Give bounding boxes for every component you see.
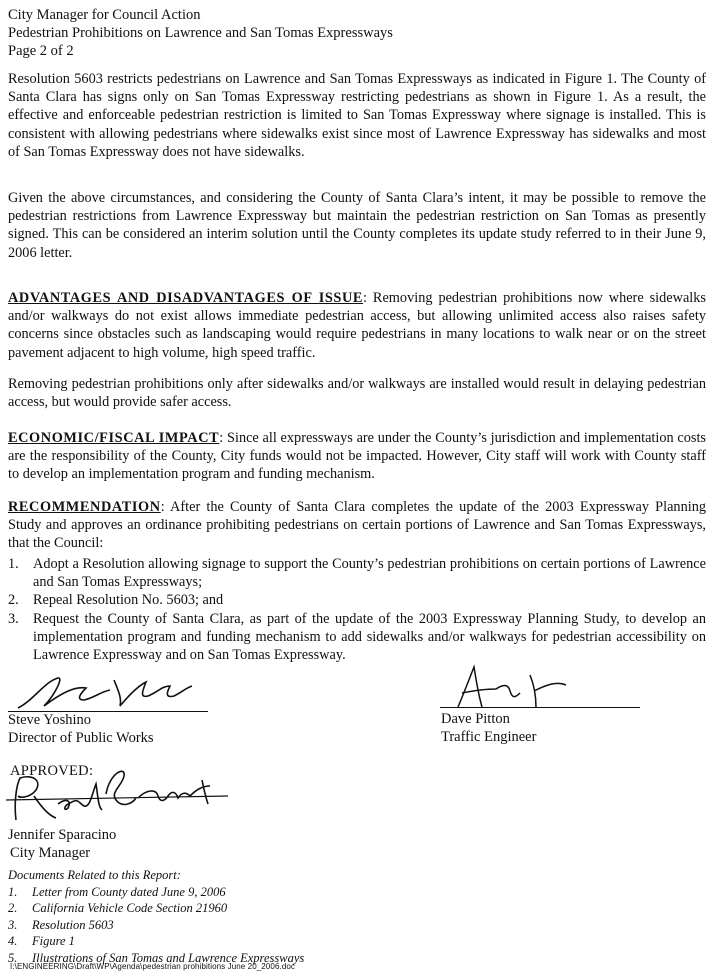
advantages-heading: ADVANTAGES AND DISADVANTAGES OF ISSUE	[8, 290, 364, 306]
signer-name-right: Dave Pitton	[441, 711, 510, 727]
signer-title-right: Traffic Engineer	[441, 729, 537, 745]
paragraph-advantages	[8, 289, 706, 362]
list-item: 5. Illustrations of San Tomas and Lawrence Expressways	[8, 950, 305, 965]
signer-title-left: Director of Public Works	[8, 730, 154, 746]
advantages-text: : Removing pedestrian prohibitions now where sidewalks and/or walkways do not exist allows immediate pedestrian access, but allowing unlimited access also raises safety concerns since obstacles such as landscaping would require pedestrians in many locations to walk near or on the street pavement adjacent to high volume, high speed traffic.	[8, 290, 706, 361]
list-item: 3. Request the County of Santa Clara, as part of the update of the 2003 Expressway Planning Study, to develop an implementation program and funding mechanism to add sidewalks and/or walkways for pedestrian accessibility on Lawrence Expressway and on San Tomas Expressway.	[8, 610, 706, 664]
signer-name-left: Steve Yoshino	[8, 712, 91, 728]
economic-heading: ECONOMIC/FISCAL IMPACT	[8, 430, 220, 446]
header-page-number: Page 2 of 2	[8, 43, 74, 59]
recommendation-heading: RECOMMENDATION	[8, 499, 161, 515]
signature-line-right	[440, 707, 640, 708]
signature-steve-yoshino	[14, 672, 204, 714]
list-item: 2. Repeal Resolution No. 5603; and	[8, 592, 224, 609]
paragraph-economic	[8, 429, 706, 484]
signature-dave-pitton	[450, 663, 590, 713]
approved-label: APPROVED:	[10, 763, 94, 779]
paragraph-circumstances: Given the above circumstances, and considering the County of Santa Clara’s intent, it may be possible to remove the pedestrian restrictions from Lawrence Expressway but maintain the pedestrian restriction on San Tomas as presently signed. This can be considered an interim solution until the County completes its update study referred to in their June 9, 2006 letter.	[8, 190, 706, 261]
approver-title: City Manager	[10, 845, 91, 861]
list-item: 3. Resolution 5603	[8, 917, 114, 932]
approver-name: Jennifer Sparacino	[8, 827, 117, 843]
paragraph-resolution: Resolution 5603 restricts pedestrians on Lawrence and San Tomas Expressways as indicated in Figure 1. The County of Santa Clara has signs only on San Tomas Expressway restricting pedestrians as shown in Figure 1. As a result, the effective and enforceable pedestrian restriction is limited to San Tomas Expressway where signage is installed. This is consistent with allowing pedestrians where sidewalks exist since most of Lawrence Expressway has sidewalks and most of San Tomas Expressway does not have sidewalks.	[8, 71, 706, 160]
signature-jennifer-sparacino	[6, 764, 236, 824]
file-path-footer: I:\ENGINEERING\Draft\WP\Agenda\pedestrian prohibitions June 20_2006.doc	[10, 962, 296, 971]
related-documents-list	[8, 884, 304, 966]
paragraph-removing: Removing pedestrian prohibitions only after sidewalks and/or walkways are installed would result in delaying pedestrian access, but would provide safer access.	[8, 376, 706, 411]
economic-text: : Since all expressways are under the County’s jurisdiction and implementation costs are the responsibility of the County, City funds would not be impacted. However, City staff will work with County staff to develop an implementation program and funding mechanism.	[8, 430, 706, 483]
list-item: 1. Adopt a Resolution allowing signage to support the County’s pedestrian prohibitions on certain portions of Lawrence and San Tomas Expressways;	[8, 556, 706, 591]
recommendation-text: : After the County of Santa Clara completes the update of the 2003 Expressway Planning Study and approves an ordinance prohibiting pedestrians on certain portions of Lawrence and San Tomas Expressways, that the Council:	[8, 499, 706, 552]
list-item: 1. Letter from County dated June 9, 2006	[8, 885, 226, 899]
list-item: 4. Figure 1	[8, 934, 75, 949]
related-documents-title: Documents Related to this Report:	[8, 868, 181, 882]
header-line-1: City Manager for Council Action	[8, 7, 201, 23]
recommendation-list	[8, 555, 706, 664]
header-line-2: Pedestrian Prohibitions on Lawrence and San Tomas Expressways	[8, 25, 393, 41]
paragraph-recommendation	[8, 498, 706, 553]
list-item: 2. California Vehicle Code Section 21960	[8, 901, 228, 916]
